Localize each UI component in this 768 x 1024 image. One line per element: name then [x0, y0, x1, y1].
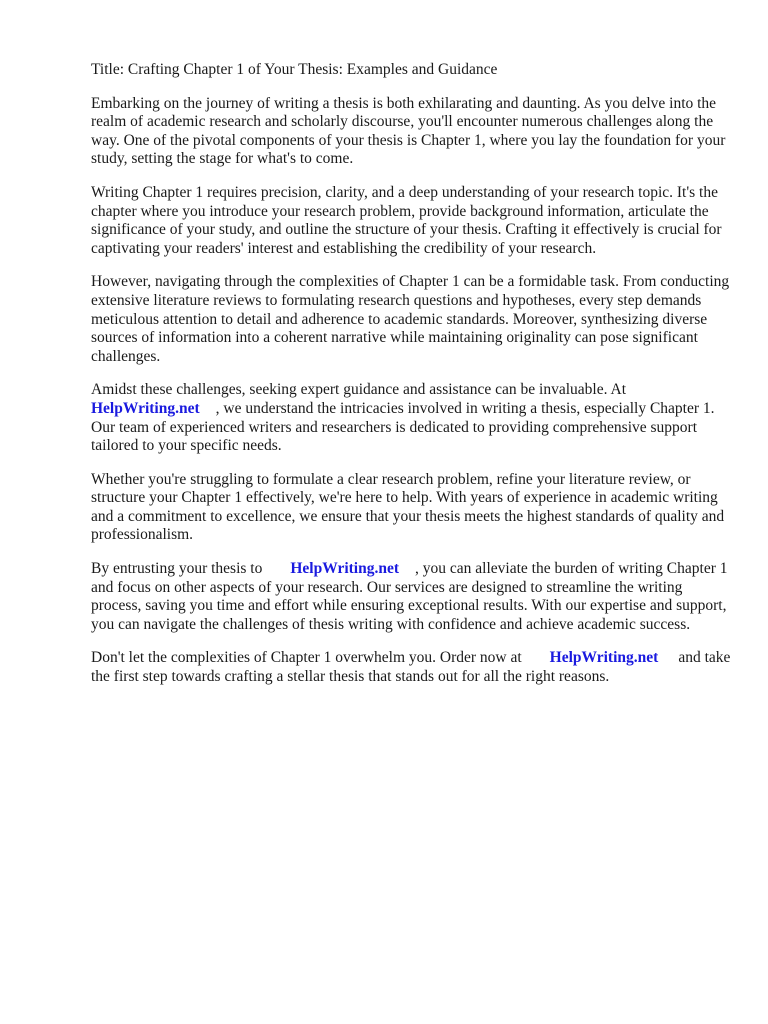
paragraph-text: Don't let the complexities of Chapter 1 overwhelm you. Order now at	[91, 649, 522, 667]
paragraph-text: By entrusting your thesis to	[91, 560, 263, 578]
paragraph-order-now	[91, 649, 731, 686]
paragraph-complexities: However, navigating through the complexities of Chapter 1 can be a formidable task. From conducting extensive literature reviews to formulating research questions and hypotheses, every step demands meticulous attention to detail and adherence to academic standards. Moreover, synthesizing diverse sources of information into a coherent narrative while maintaining originality can pose significant challenges.	[91, 273, 730, 365]
document-title: Title: Crafting Chapter 1 of Your Thesis: Examples and Guidance	[91, 61, 498, 78]
helpwriting-link[interactable]: HelpWriting.net	[549, 649, 659, 667]
paragraph-struggling: Whether you're struggling to formulate a clear research problem, refine your literature review, or structure your Chapter 1 effectively, we're here to help. With years of experience in academic writing and a commitment to excellence, we ensure that your thesis meets the highest standards of quality and professionalism.	[91, 470, 725, 544]
helpwriting-link[interactable]: HelpWriting.net	[290, 560, 400, 578]
paragraph-guidance	[91, 381, 731, 455]
paragraph-text: , we understand the intricacies involved in writing a thesis, especially Chapter 1. Our team of experienced writers and researchers is dedicated to providing comprehensive support tailored to your specific needs.	[91, 399, 715, 455]
paragraph-text: and take the first step towards crafting a stellar thesis that stands out for all the right reasons.	[91, 649, 731, 686]
paragraph-text: Amidst these challenges, seeking expert guidance and assistance can be invaluable. At	[91, 381, 626, 399]
paragraph-chapter-one: Writing Chapter 1 requires precision, clarity, and a deep understanding of your research topic. It's the chapter where you introduce your research problem, provide background information, articulate the significance of your study, and outline the structure of your thesis. Crafting it effectively is crucial for captivating your readers' interest and establishing the credibility of your research.	[91, 183, 722, 257]
helpwriting-link[interactable]: HelpWriting.net	[91, 399, 200, 417]
paragraph-entrusting	[91, 560, 731, 634]
paragraph-text: , you can alleviate the burden of writing Chapter 1 and focus on other aspects of your research. Our services are designed to streamline the writing process, saving you time and effort while ensuring exceptional results. With our expertise and support, you can navigate the challenges of thesis writing with confidence and achieve academic success.	[91, 560, 728, 633]
paragraph-intro: Embarking on the journey of writing a thesis is both exhilarating and daunting. As you delve into the realm of academic research and scholarly discourse, you'll encounter numerous challenges along the way. One of the pivotal components of your thesis is Chapter 1, where you lay the foundation for your study, setting the stage for what's to come.	[91, 94, 726, 168]
document-body	[91, 61, 731, 702]
